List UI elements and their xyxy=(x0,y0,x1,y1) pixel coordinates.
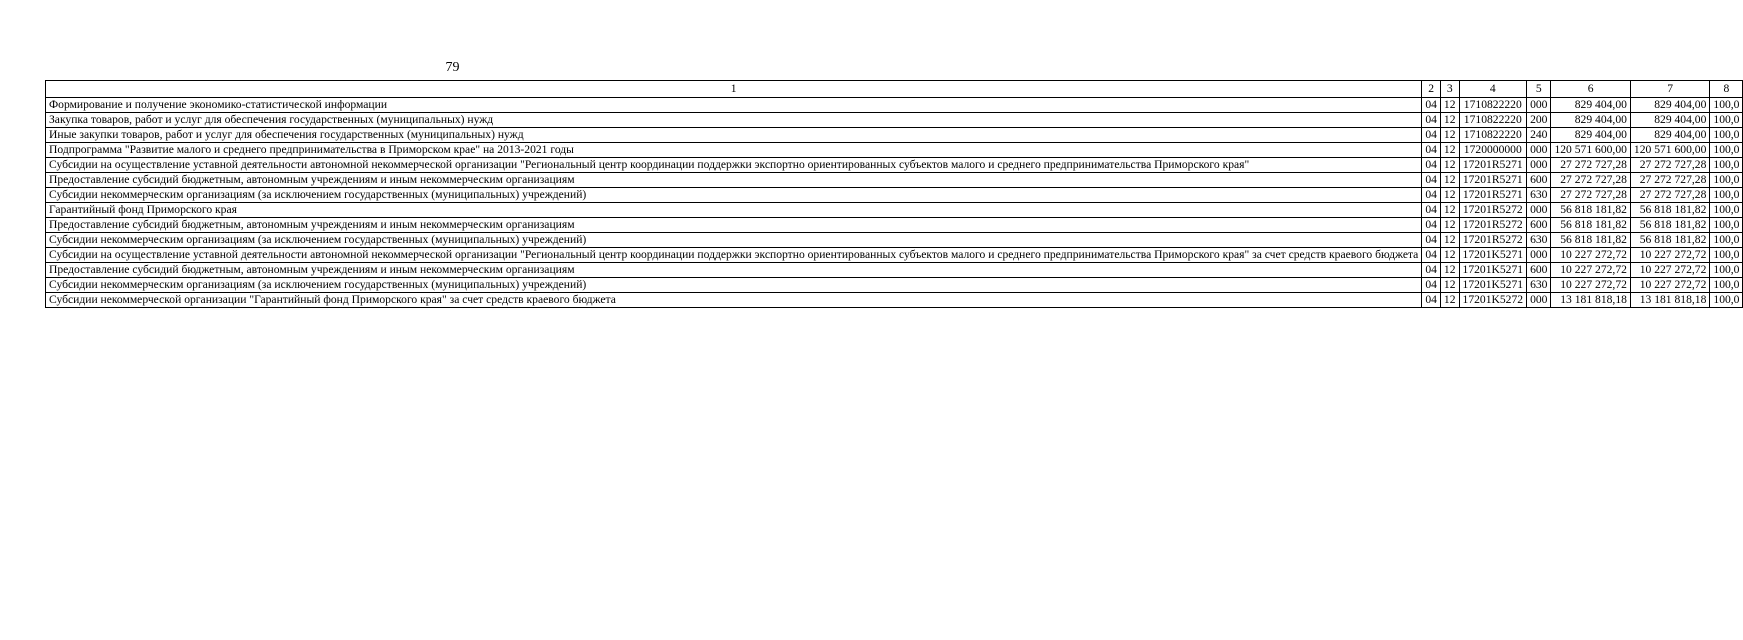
row-name-cell: Субсидии на осуществление уставной деятельности автономной некоммерческой организации "Региональный центр координации поддержки экспортно ориентированных субъектов малого и среднего предпринимательства Приморского края" xyxy=(46,158,1422,173)
percent-cell: 100,0 xyxy=(1710,158,1743,173)
percent-cell: 100,0 xyxy=(1710,98,1743,113)
expense-type-cell: 000 xyxy=(1527,98,1551,113)
percent-cell: 100,0 xyxy=(1710,233,1743,248)
section-code-cell: 04 xyxy=(1422,173,1441,188)
percent-cell: 100,0 xyxy=(1710,218,1743,233)
column-header: 4 xyxy=(1459,81,1527,98)
expense-type-cell: 630 xyxy=(1527,233,1551,248)
target-article-cell: 17201K5271 xyxy=(1459,278,1527,293)
executed-amount-cell: 120 571 600,00 xyxy=(1630,143,1709,158)
section-code-cell: 04 xyxy=(1422,203,1441,218)
section-code-cell: 04 xyxy=(1422,143,1441,158)
row-name-cell: Формирование и получение экономико-статистической информации xyxy=(46,98,1422,113)
row-name-cell: Закупка товаров, работ и услуг для обеспечения государственных (муниципальных) нужд xyxy=(46,113,1422,128)
expense-type-cell: 000 xyxy=(1527,293,1551,308)
row-name-cell: Гарантийный фонд Приморского края xyxy=(46,203,1422,218)
executed-amount-cell: 10 227 272,72 xyxy=(1630,248,1709,263)
approved-amount-cell: 120 571 600,00 xyxy=(1551,143,1630,158)
executed-amount-cell: 13 181 818,18 xyxy=(1630,293,1709,308)
subsection-code-cell: 12 xyxy=(1440,263,1459,278)
table-row xyxy=(46,218,1743,233)
subsection-code-cell: 12 xyxy=(1440,248,1459,263)
expense-type-cell: 630 xyxy=(1527,188,1551,203)
target-article-cell: 1720000000 xyxy=(1459,143,1527,158)
section-code-cell: 04 xyxy=(1422,263,1441,278)
section-code-cell: 04 xyxy=(1422,218,1441,233)
approved-amount-cell: 10 227 272,72 xyxy=(1551,278,1630,293)
section-code-cell: 04 xyxy=(1422,188,1441,203)
section-code-cell: 04 xyxy=(1422,278,1441,293)
percent-cell: 100,0 xyxy=(1710,143,1743,158)
subsection-code-cell: 12 xyxy=(1440,233,1459,248)
executed-amount-cell: 829 404,00 xyxy=(1630,128,1709,143)
subsection-code-cell: 12 xyxy=(1440,293,1459,308)
row-name-cell: Предоставление субсидий бюджетным, автономным учреждениям и иным некоммерческим организациям xyxy=(46,263,1422,278)
table-row xyxy=(46,263,1743,278)
percent-cell: 100,0 xyxy=(1710,113,1743,128)
target-article-cell: 17201R5272 xyxy=(1459,203,1527,218)
subsection-code-cell: 12 xyxy=(1440,173,1459,188)
table-header-row xyxy=(46,81,1743,98)
approved-amount-cell: 56 818 181,82 xyxy=(1551,203,1630,218)
executed-amount-cell: 27 272 727,28 xyxy=(1630,158,1709,173)
section-code-cell: 04 xyxy=(1422,248,1441,263)
expense-type-cell: 600 xyxy=(1527,173,1551,188)
section-code-cell: 04 xyxy=(1422,128,1441,143)
section-code-cell: 04 xyxy=(1422,98,1441,113)
table-row xyxy=(46,113,1743,128)
expense-type-cell: 200 xyxy=(1527,113,1551,128)
table-row xyxy=(46,128,1743,143)
table-row xyxy=(46,233,1743,248)
subsection-code-cell: 12 xyxy=(1440,188,1459,203)
target-article-cell: 17201K5271 xyxy=(1459,263,1527,278)
approved-amount-cell: 27 272 727,28 xyxy=(1551,173,1630,188)
table-row xyxy=(46,98,1743,113)
approved-amount-cell: 10 227 272,72 xyxy=(1551,248,1630,263)
target-article-cell: 17201R5272 xyxy=(1459,233,1527,248)
percent-cell: 100,0 xyxy=(1710,128,1743,143)
table-row xyxy=(46,143,1743,158)
column-header: 3 xyxy=(1440,81,1459,98)
column-header: 5 xyxy=(1527,81,1551,98)
subsection-code-cell: 12 xyxy=(1440,143,1459,158)
column-header: 1 xyxy=(46,81,1422,98)
subsection-code-cell: 12 xyxy=(1440,278,1459,293)
executed-amount-cell: 10 227 272,72 xyxy=(1630,263,1709,278)
approved-amount-cell: 13 181 818,18 xyxy=(1551,293,1630,308)
row-name-cell: Предоставление субсидий бюджетным, автономным учреждениям и иным некоммерческим организациям xyxy=(46,218,1422,233)
column-header: 6 xyxy=(1551,81,1630,98)
approved-amount-cell: 56 818 181,82 xyxy=(1551,233,1630,248)
executed-amount-cell: 27 272 727,28 xyxy=(1630,173,1709,188)
approved-amount-cell: 56 818 181,82 xyxy=(1551,218,1630,233)
approved-amount-cell: 829 404,00 xyxy=(1551,128,1630,143)
subsection-code-cell: 12 xyxy=(1440,203,1459,218)
percent-cell: 100,0 xyxy=(1710,203,1743,218)
target-article-cell: 17201R5271 xyxy=(1459,173,1527,188)
approved-amount-cell: 10 227 272,72 xyxy=(1551,263,1630,278)
percent-cell: 100,0 xyxy=(1710,263,1743,278)
table-row xyxy=(46,293,1743,308)
percent-cell: 100,0 xyxy=(1710,188,1743,203)
section-code-cell: 04 xyxy=(1422,233,1441,248)
approved-amount-cell: 829 404,00 xyxy=(1551,113,1630,128)
expense-type-cell: 630 xyxy=(1527,278,1551,293)
table-row xyxy=(46,158,1743,173)
expense-type-cell: 000 xyxy=(1527,158,1551,173)
row-name-cell: Субсидии некоммерческим организациям (за исключением государственных (муниципальных) учреждений) xyxy=(46,188,1422,203)
subsection-code-cell: 12 xyxy=(1440,113,1459,128)
target-article-cell: 1710822220 xyxy=(1459,113,1527,128)
expense-type-cell: 600 xyxy=(1527,263,1551,278)
executed-amount-cell: 56 818 181,82 xyxy=(1630,203,1709,218)
row-name-cell: Субсидии некоммерческим организациям (за исключением государственных (муниципальных) учреждений) xyxy=(46,233,1422,248)
executed-amount-cell: 829 404,00 xyxy=(1630,98,1709,113)
target-article-cell: 1710822220 xyxy=(1459,128,1527,143)
section-code-cell: 04 xyxy=(1422,113,1441,128)
subsection-code-cell: 12 xyxy=(1440,158,1459,173)
row-name-cell: Субсидии некоммерческой организации "Гарантийный фонд Приморского края" за счет средств краевого бюджета xyxy=(46,293,1422,308)
column-header: 2 xyxy=(1422,81,1441,98)
subsection-code-cell: 12 xyxy=(1440,98,1459,113)
section-code-cell: 04 xyxy=(1422,158,1441,173)
target-article-cell: 17201R5271 xyxy=(1459,188,1527,203)
table-body xyxy=(46,98,1743,308)
percent-cell: 100,0 xyxy=(1710,248,1743,263)
row-name-cell: Подпрограмма "Развитие малого и среднего предпринимательства в Приморском крае" на 2013-2021 годы xyxy=(46,143,1422,158)
executed-amount-cell: 10 227 272,72 xyxy=(1630,278,1709,293)
row-name-cell: Субсидии некоммерческим организациям (за исключением государственных (муниципальных) учреждений) xyxy=(46,278,1422,293)
approved-amount-cell: 27 272 727,28 xyxy=(1551,188,1630,203)
percent-cell: 100,0 xyxy=(1710,278,1743,293)
expense-type-cell: 240 xyxy=(1527,128,1551,143)
row-name-cell: Предоставление субсидий бюджетным, автономным учреждениям и иным некоммерческим организациям xyxy=(46,173,1422,188)
expense-type-cell: 000 xyxy=(1527,203,1551,218)
executed-amount-cell: 56 818 181,82 xyxy=(1630,233,1709,248)
row-name-cell: Субсидии на осуществление уставной деятельности автономной некоммерческой организации "Региональный центр координации поддержки экспортно ориентированных субъектов малого и среднего предпринимательства Приморского края" за счет средств краевого бюджета xyxy=(46,248,1422,263)
page-number: 79 xyxy=(445,60,460,75)
executed-amount-cell: 27 272 727,28 xyxy=(1630,188,1709,203)
table-row xyxy=(46,188,1743,203)
approved-amount-cell: 27 272 727,28 xyxy=(1551,158,1630,173)
table-row xyxy=(46,278,1743,293)
target-article-cell: 17201K5271 xyxy=(1459,248,1527,263)
table-row xyxy=(46,203,1743,218)
approved-amount-cell: 829 404,00 xyxy=(1551,98,1630,113)
expense-type-cell: 000 xyxy=(1527,143,1551,158)
target-article-cell: 17201K5272 xyxy=(1459,293,1527,308)
table-row xyxy=(46,173,1743,188)
percent-cell: 100,0 xyxy=(1710,173,1743,188)
column-header: 8 xyxy=(1710,81,1743,98)
section-code-cell: 04 xyxy=(1422,293,1441,308)
row-name-cell: Иные закупки товаров, работ и услуг для обеспечения государственных (муниципальных) нужд xyxy=(46,128,1422,143)
target-article-cell: 17201R5271 xyxy=(1459,158,1527,173)
subsection-code-cell: 12 xyxy=(1440,128,1459,143)
subsection-code-cell: 12 xyxy=(1440,218,1459,233)
executed-amount-cell: 829 404,00 xyxy=(1630,113,1709,128)
column-header: 7 xyxy=(1630,81,1709,98)
expense-type-cell: 600 xyxy=(1527,218,1551,233)
target-article-cell: 17201R5272 xyxy=(1459,218,1527,233)
table-row xyxy=(46,248,1743,263)
percent-cell: 100,0 xyxy=(1710,293,1743,308)
budget-table xyxy=(45,80,1743,308)
expense-type-cell: 000 xyxy=(1527,248,1551,263)
target-article-cell: 1710822220 xyxy=(1459,98,1527,113)
executed-amount-cell: 56 818 181,82 xyxy=(1630,218,1709,233)
